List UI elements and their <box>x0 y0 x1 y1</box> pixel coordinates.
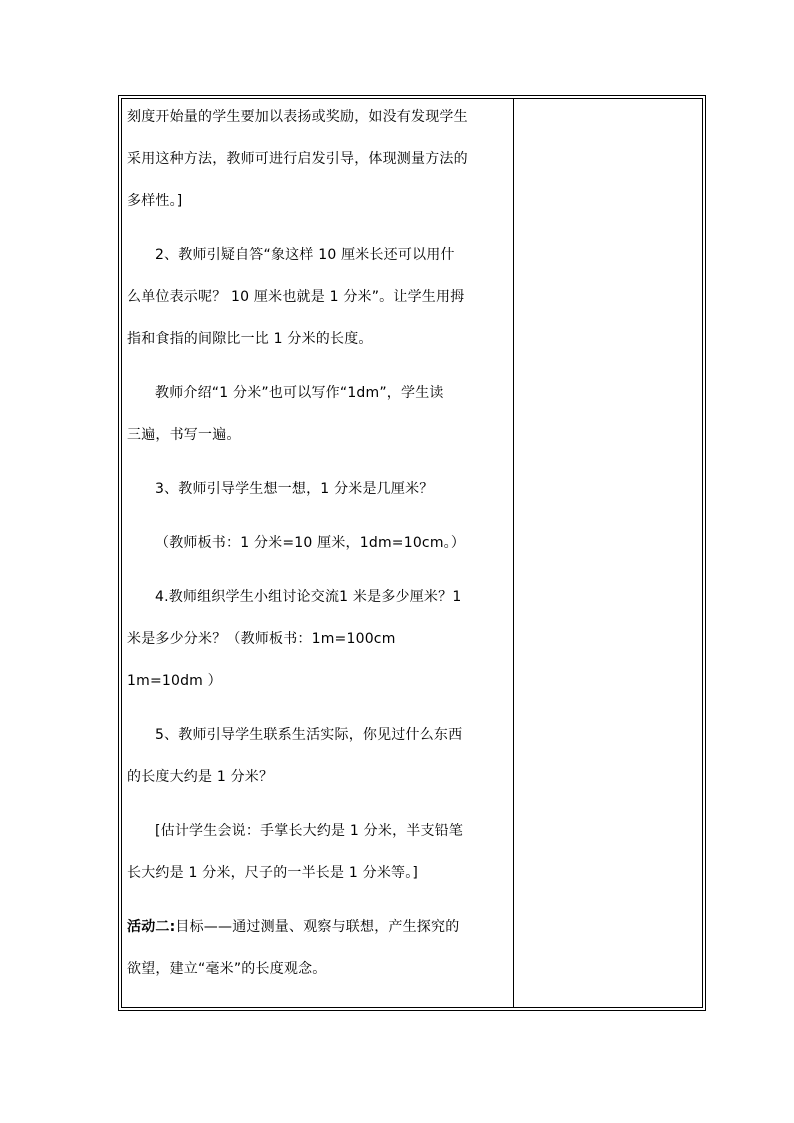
table-border-bottom-outer <box>118 1010 706 1011</box>
text-line-4: 2、教师引疑自答“象这样 10 厘米长还可以用什 <box>155 247 455 263</box>
table-border-left-outer <box>118 95 119 1011</box>
text-line-1: 刻度开始量的学生要加以表扬或奖励，如没有发现学生 <box>127 109 468 125</box>
table-border-right-inner <box>702 98 703 1008</box>
table-border-bottom-inner <box>121 1007 703 1008</box>
text-line-12: 米是多少分米？（教师板书：1m=100cm <box>127 631 396 647</box>
text-line-9: 3、教师引导学生想一想，1 分米是几厘米？ <box>155 481 434 497</box>
activity-goal: 目标——通过测量、观察与联想，产生探究的 <box>175 919 460 935</box>
activity-label: 活动二: <box>127 919 176 935</box>
text-line-6: 指和食指的间隙比一比 1 分米的长度。 <box>127 331 373 347</box>
table-border-right-outer <box>705 95 706 1011</box>
text-line-2: 采用这种方法，教师可进行启发引导，体现测量方法的 <box>127 151 468 167</box>
lesson-text-cell <box>127 95 507 990</box>
text-line-11: 4.教师组织学生小组讨论交流1 米是多少厘米？1 <box>155 589 462 605</box>
text-line-14: 5、教师引导学生联系生活实际，你见过什么东西 <box>155 727 463 743</box>
text-line-13: 1m=10dm ） <box>127 673 222 689</box>
text-line-15: 的长度大约是 1 分米？ <box>127 769 274 785</box>
table-column-divider <box>513 98 514 1008</box>
activity-line-1 <box>127 906 507 948</box>
text-line-5: 么单位表示呢？ 10 厘米也就是 1 分米”。让学生用拇 <box>127 289 465 305</box>
text-line-16: [估计学生会说：手掌长大约是 1 分米，半支铅笔 <box>155 823 464 839</box>
text-line-17: 长大约是 1 分米，尺子的一半长是 1 分米等。] <box>127 865 419 881</box>
text-line-10: （教师板书：1 分米=10 厘米，1dm=10cm。） <box>155 535 466 551</box>
text-line-7: 教师介绍“1 分米”也可以写作“1dm”，学生读 <box>155 385 444 401</box>
text-line-8: 三遍，书写一遍。 <box>127 427 241 443</box>
table-border-left-inner <box>121 98 122 1008</box>
text-line-3: 多样性。] <box>127 193 183 209</box>
activity-line-2: 欲望，建立“毫米”的长度观念。 <box>127 961 327 977</box>
